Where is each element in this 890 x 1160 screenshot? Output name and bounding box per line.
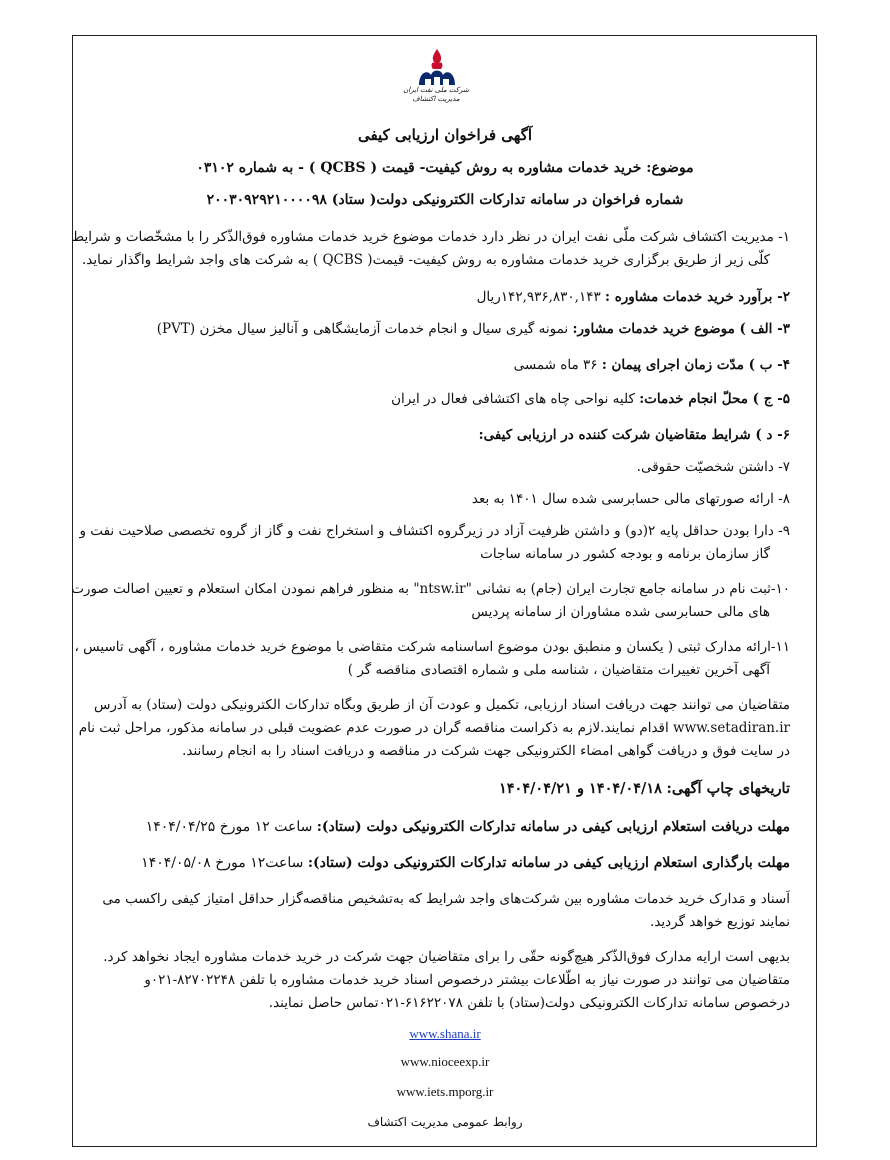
publish-dates-label: تاریخهای چاپ آگهی: (666, 780, 790, 797)
item-5-value: کلیه نواحی چاه های اکتشافی فعال در ایران (391, 391, 635, 407)
item-4-value: ۳۶ ماه شمسی (513, 357, 598, 373)
publish-dates-value: ۱۴۰۴/۰۴/۱۸ و ۱۴۰۴/۰۴/۲۱ (498, 780, 662, 797)
item-3 (110, 318, 790, 340)
receive-deadline (110, 816, 790, 838)
upload-deadline-value: ساعت۱۲ مورخ ۱۴۰۴/۰۵/۰۸ (141, 855, 304, 871)
item-2 (110, 286, 790, 308)
note-2-line-2: متقاضیان می توانند در صورت نیاز به اطّلاعات بیشتر درخصوص اسناد خرید خدمات مشاوره با تلفن ۸۲۷۰۲۲۴۸-۰۲۱و (144, 972, 790, 988)
receive-deadline-value: ساعت ۱۲ مورخ ۱۴۰۴/۰۴/۲۵ (145, 819, 313, 835)
item-9-line-1: ۹- دارا بودن حداقل پایه ۲(دو) و داشتن ظرفیت آزاد در زیرگروه اکتشاف و استخراج نفت و گاز از گروه تخصصی صلاحیت نفت و (79, 523, 790, 539)
item-2-label: ۲- برآورد خرید خدمات مشاوره : (605, 289, 790, 305)
item-6: ۶- د ) شرایط متقاضیان شرکت کننده در ارزیابی کیفی: (478, 427, 790, 443)
note-2-line-3: درخصوص سامانه تدارکات الکترونیکی دولت(ستاد) با تلفن ۶۱۶۲۲۰۷۸-۰۲۱تماس حاصل نمایند. (268, 995, 790, 1011)
item-11-line-1: ۱۱-ارائه مدارک ثبتی ( یکسان و منطبق بودن موضوع اساسنامه شرکت متقاضی با موضوع خرید خدمات مشاوره ، آگهی تاسیس ، (74, 639, 790, 655)
item-4 (110, 354, 790, 376)
logo-caption (396, 86, 476, 104)
item-3-value: نمونه گیری سیال و انجام خدمات آزمایشگاهی و آنالیز سیال مخزن (PVT) (156, 321, 569, 337)
logo-caption-line-2: مدیریت اکتشاف (412, 95, 460, 103)
instructions-line-3: در سایت فوق و دریافت گواهی امضاء الکترونیکی جهت شرکت در مناقصه و دریافت اسناد را به انجام رسانند. (182, 743, 790, 759)
link-shana[interactable]: www.shana.ir (409, 1026, 481, 1041)
logo-caption-line-1: شرکت ملی نفت ایران (403, 86, 469, 94)
instructions-line-2: www.setadiran.ir اقدام نمایند.لازم به ذکراست مناقصه گران در صورت عدم عضویت قبلی در سامانه مذکور، مراحل ثبت نام (78, 720, 790, 736)
item-1-line-2: کلّی زیر از طریق برگزاری خرید خدمات مشاوره به روش کیفیت- قیمت( QCBS ) به شرکت های واجد شرایط واگذار نماید. (81, 252, 770, 268)
item-5 (110, 388, 790, 410)
item-2-value: ۱۴۲,۹۳۶,۸۳۰,۱۴۳ریال (476, 289, 601, 305)
item-7: ۷- داشتن شخصیّت حقوقی. (636, 459, 790, 475)
item-5-label: ۵- ج ) محلّ انجام خدمات: (639, 391, 790, 407)
item-9-line-2: گاز سازمان برنامه و بودجه کشور در سامانه ساجات (480, 546, 770, 562)
subject-line: موضوع: خرید خدمات مشاوره به روش کیفیت- قیمت ( QCBS ) - به شماره ۰۳۱۰۲ (196, 160, 694, 176)
upload-deadline (110, 852, 790, 874)
link-iets[interactable]: www.iets.mporg.ir (396, 1084, 494, 1099)
item-10-line-2: های مالی حسابرسی شده مشاوران از سامانه پردیس (471, 604, 770, 620)
note-1-line-1: اَسناد و مَدارک خرید خدمات مشاوره بین شرکت‌های واجد شرایط که به‌تشخیص مناقصه‌گزار حداقل امتیاز کیفی راکسب می (102, 891, 790, 907)
item-1-line-1: ۱- مدیریت اکتشاف شرکت ملّی نفت ایران در نظر دارد خدمات موضوع خرید خدمات مشاوره فوق‌الذّکر را با مشخّصات و شرایط (71, 229, 790, 245)
note-1-line-2: نمایند توزیع خواهد گردید. (650, 914, 790, 930)
receive-deadline-label: مهلت دریافت استعلام ارزیابی کیفی در سامانه تدارکات الکترونیکی دولت (ستاد): (316, 819, 790, 835)
page-title: آگهی فراخوان ارزیابی کیفی (357, 126, 533, 144)
item-11-line-2: آگهی آخرین تغییرات متقاضیان ، شناسه ملی و شماره اقتصادی مناقصه گر ) (347, 662, 770, 678)
tender-number: شماره فراخوان در سامانه تدارکات الکترونیکی دولت( ستاد) ۲۰۰۳۰۹۲۹۲۱۰۰۰۰۹۸ (206, 192, 684, 208)
upload-deadline-label: مهلت بارگذاری استعلام ارزیابی کیفی در سامانه تدارکات الکترونیکی دولت (ستاد): (307, 855, 790, 871)
publish-dates (110, 778, 790, 800)
instructions-line-1: متقاضیان می توانند جهت دریافت اسناد ارزیابی، تکمیل و عودت آن از طریق وبگاه تدارکات الکترونیکی دولت (ستاد) به آدرس (93, 697, 790, 713)
item-8: ۸- ارائه صورتهای مالی حسابرسی شده سال ۱۴۰۱ به بعد (471, 491, 790, 507)
link-nioc-exp[interactable]: www.nioceexp.ir (400, 1054, 490, 1069)
item-3-label: ۳- الف ) موضوع خرید خدمات مشاور: (572, 321, 790, 337)
item-10-line-1: ۱۰-ثبت نام در سامانه جامع تجارت ایران (جام) به نشانی "ntsw.ir" به منظور فراهم نمودن امکان استعلام و تعیین اصالت صورت (71, 581, 790, 597)
note-2-line-1: بدیهی است ارایه مدارک فوق‌الذّکر هیچ‌گونه حقّی را برای متقاضیان جهت شرکت در خرید خدمات مشاوره ایجاد نخواهد کرد. (103, 949, 790, 965)
item-4-label: ۴- ب ) مدّت زمان اجرای پیمان : (601, 357, 790, 373)
signature: روابط عمومی مدیریت اکتشاف (367, 1115, 523, 1129)
